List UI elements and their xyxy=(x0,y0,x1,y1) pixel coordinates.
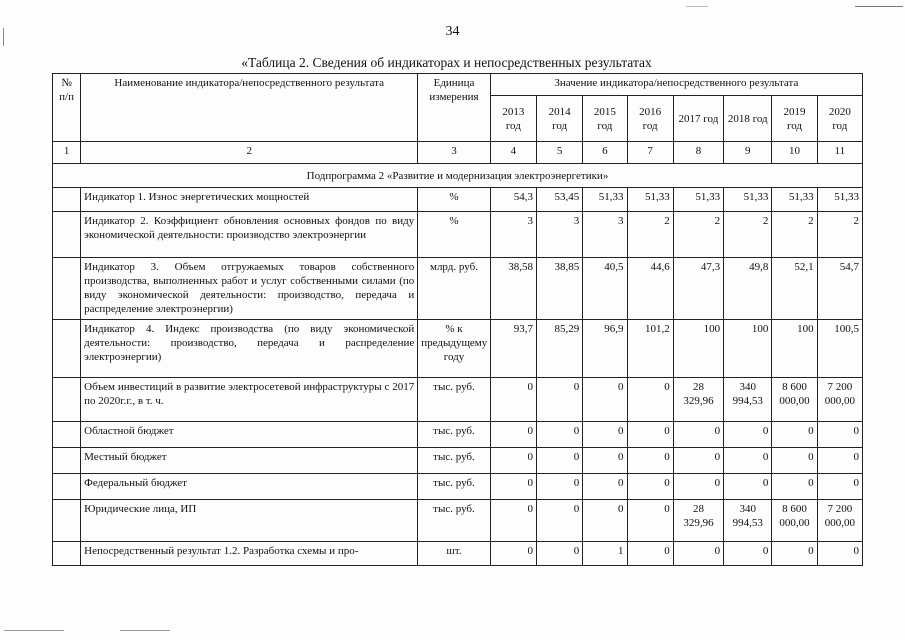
header-name: Наименование индикатора/непосредственного результата xyxy=(81,74,418,142)
value-cell: 0 xyxy=(490,378,536,422)
year-header: 2015 год xyxy=(583,96,627,142)
value-cell: 51,33 xyxy=(817,188,862,212)
header-no: № п/п xyxy=(53,74,81,142)
value-cell: 0 xyxy=(724,542,772,566)
value-cell: 0 xyxy=(583,500,627,542)
indicator-name: Индикатор 1. Износ энергетических мощностей xyxy=(81,188,418,212)
value-cell: 0 xyxy=(673,448,723,474)
subprogram-title: Подпрограмма 2 «Развитие и модернизация электроэнергетики» xyxy=(53,164,863,188)
row-number xyxy=(53,422,81,448)
unit: % xyxy=(418,188,490,212)
value-cell: 0 xyxy=(817,422,862,448)
unit: тыс. руб. xyxy=(418,474,490,500)
value-cell: 0 xyxy=(490,474,536,500)
value-cell: 0 xyxy=(817,542,862,566)
value-cell: 8 600 000,00 xyxy=(772,500,817,542)
value-cell: 96,9 xyxy=(583,320,627,378)
table-row xyxy=(53,320,863,378)
value-cell: 2 xyxy=(627,212,673,258)
indicator-name: Индикатор 4. Индекс производства (по виду экономической деятельности: производство, передача и распределение электроэнергии) xyxy=(81,320,418,378)
value-cell: 53,45 xyxy=(536,188,582,212)
year-header: 2020 год xyxy=(817,96,862,142)
indicator-name: Непосредственный результат 1.2. Разработка схемы и про- xyxy=(81,542,418,566)
value-cell: 0 xyxy=(817,448,862,474)
year-header: 2018 год xyxy=(724,96,772,142)
value-cell: 0 xyxy=(772,542,817,566)
year-header: 2016 год xyxy=(627,96,673,142)
table-title: «Таблица 2. Сведения об индикаторах и непосредственных результатах xyxy=(241,55,652,70)
scan-mark-bottom xyxy=(120,630,170,631)
value-cell: 0 xyxy=(627,474,673,500)
value-cell: 100 xyxy=(772,320,817,378)
value-cell: 52,1 xyxy=(772,258,817,320)
unit: тыс. руб. xyxy=(418,378,490,422)
unit: тыс. руб. xyxy=(418,448,490,474)
value-cell: 40,5 xyxy=(583,258,627,320)
column-numbers-row xyxy=(53,142,863,164)
year-header: 2019 год xyxy=(772,96,817,142)
value-cell: 0 xyxy=(627,542,673,566)
indicator-name: Юридические лица, ИП xyxy=(81,500,418,542)
value-cell: 0 xyxy=(490,448,536,474)
row-number xyxy=(53,542,81,566)
value-cell: 2 xyxy=(673,212,723,258)
column-number: 10 xyxy=(772,142,817,164)
column-number: 3 xyxy=(418,142,490,164)
value-cell: 38,58 xyxy=(490,258,536,320)
unit: шт. xyxy=(418,542,490,566)
unit: % xyxy=(418,212,490,258)
header-unit: Единица измерения xyxy=(418,74,490,142)
column-number: 9 xyxy=(724,142,772,164)
indicator-name: Местный бюджет xyxy=(81,448,418,474)
value-cell: 100 xyxy=(673,320,723,378)
value-cell: 51,33 xyxy=(673,188,723,212)
table-row xyxy=(53,378,863,422)
value-cell: 3 xyxy=(490,212,536,258)
value-cell: 0 xyxy=(817,474,862,500)
value-cell: 0 xyxy=(536,422,582,448)
value-cell: 8 600 000,00 xyxy=(772,378,817,422)
value-cell: 101,2 xyxy=(627,320,673,378)
value-cell: 100,5 xyxy=(817,320,862,378)
value-cell: 0 xyxy=(536,378,582,422)
value-cell: 51,33 xyxy=(724,188,772,212)
table-row xyxy=(53,258,863,320)
value-cell: 340 994,53 xyxy=(724,378,772,422)
value-cell: 0 xyxy=(536,474,582,500)
value-cell: 93,7 xyxy=(490,320,536,378)
value-cell: 0 xyxy=(673,542,723,566)
column-number: 2 xyxy=(81,142,418,164)
value-cell: 3 xyxy=(583,212,627,258)
unit: тыс. руб. xyxy=(418,422,490,448)
value-cell: 0 xyxy=(490,422,536,448)
value-cell: 38,85 xyxy=(536,258,582,320)
value-cell: 0 xyxy=(490,542,536,566)
value-cell: 28 329,96 xyxy=(673,500,723,542)
header-values: Значение индикатора/непосредственного результата xyxy=(490,74,862,96)
value-cell: 0 xyxy=(627,422,673,448)
table-row xyxy=(53,542,863,566)
value-cell: 0 xyxy=(583,448,627,474)
value-cell: 0 xyxy=(627,448,673,474)
value-cell: 2 xyxy=(772,212,817,258)
row-number xyxy=(53,474,81,500)
table-row xyxy=(53,474,863,500)
value-cell: 0 xyxy=(536,448,582,474)
row-number xyxy=(53,212,81,258)
value-cell: 51,33 xyxy=(627,188,673,212)
indicator-name: Индикатор 2. Коэффициент обновления основных фондов по виду экономической деятельности: производство электроэнергии xyxy=(81,212,418,258)
table-row xyxy=(53,212,863,258)
value-cell: 0 xyxy=(724,474,772,500)
value-cell: 54,7 xyxy=(817,258,862,320)
scan-mark-top xyxy=(855,6,903,7)
page-number: 34 xyxy=(445,24,460,39)
indicator-name: Федеральный бюджет xyxy=(81,474,418,500)
value-cell: 51,33 xyxy=(583,188,627,212)
indicators-table xyxy=(52,73,863,566)
value-cell: 0 xyxy=(772,448,817,474)
table-row xyxy=(53,500,863,542)
value-cell: 0 xyxy=(536,500,582,542)
table-row xyxy=(53,422,863,448)
year-header: 2013 год xyxy=(490,96,536,142)
unit: млрд. руб. xyxy=(418,258,490,320)
column-number: 11 xyxy=(817,142,862,164)
value-cell: 0 xyxy=(583,422,627,448)
value-cell: 0 xyxy=(627,500,673,542)
indicator-name: Областной бюджет xyxy=(81,422,418,448)
value-cell: 85,29 xyxy=(536,320,582,378)
unit: тыс. руб. xyxy=(418,500,490,542)
value-cell: 0 xyxy=(583,474,627,500)
table-row xyxy=(53,448,863,474)
column-number: 1 xyxy=(53,142,81,164)
row-number xyxy=(53,258,81,320)
value-cell: 0 xyxy=(772,474,817,500)
value-cell: 44,6 xyxy=(627,258,673,320)
value-cell: 1 xyxy=(583,542,627,566)
value-cell: 2 xyxy=(724,212,772,258)
value-cell: 0 xyxy=(724,422,772,448)
value-cell: 0 xyxy=(673,422,723,448)
unit: % к предыдущему году xyxy=(418,320,490,378)
value-cell: 0 xyxy=(724,448,772,474)
value-cell: 0 xyxy=(673,474,723,500)
value-cell: 100 xyxy=(724,320,772,378)
value-cell: 0 xyxy=(536,542,582,566)
column-number: 4 xyxy=(490,142,536,164)
row-number xyxy=(53,500,81,542)
subprogram-row xyxy=(53,164,863,188)
column-number: 6 xyxy=(583,142,627,164)
value-cell: 28 329,96 xyxy=(673,378,723,422)
row-number xyxy=(53,448,81,474)
year-header: 2014 год xyxy=(536,96,582,142)
header-row-1 xyxy=(53,74,863,96)
column-number: 5 xyxy=(536,142,582,164)
value-cell: 47,3 xyxy=(673,258,723,320)
value-cell: 54,3 xyxy=(490,188,536,212)
column-number: 7 xyxy=(627,142,673,164)
row-number xyxy=(53,188,81,212)
value-cell: 3 xyxy=(536,212,582,258)
value-cell: 49,8 xyxy=(724,258,772,320)
year-header: 2017 год xyxy=(673,96,723,142)
value-cell: 0 xyxy=(583,378,627,422)
value-cell: 340 994,53 xyxy=(724,500,772,542)
row-number xyxy=(53,320,81,378)
value-cell: 0 xyxy=(490,500,536,542)
indicator-name: Объем инвестиций в развитие электросетевой инфраструктуры с 2017 по 2020г.г., в т. ч. xyxy=(81,378,418,422)
value-cell: 51,33 xyxy=(772,188,817,212)
value-cell: 0 xyxy=(772,422,817,448)
scan-mark-bottom-left xyxy=(4,630,64,631)
value-cell: 7 200 000,00 xyxy=(817,378,862,422)
row-number xyxy=(53,378,81,422)
value-cell: 2 xyxy=(817,212,862,258)
value-cell: 0 xyxy=(627,378,673,422)
value-cell: 7 200 000,00 xyxy=(817,500,862,542)
indicator-name: Индикатор 3. Объем отгружаемых товаров собственного производства, выполненных работ и услуг собственными силами (по виду экономической деятельности: производство, передача и распределение электроэнергии) xyxy=(81,258,418,320)
scan-mark-top-faint xyxy=(686,6,708,7)
column-number: 8 xyxy=(673,142,723,164)
table-row xyxy=(53,188,863,212)
